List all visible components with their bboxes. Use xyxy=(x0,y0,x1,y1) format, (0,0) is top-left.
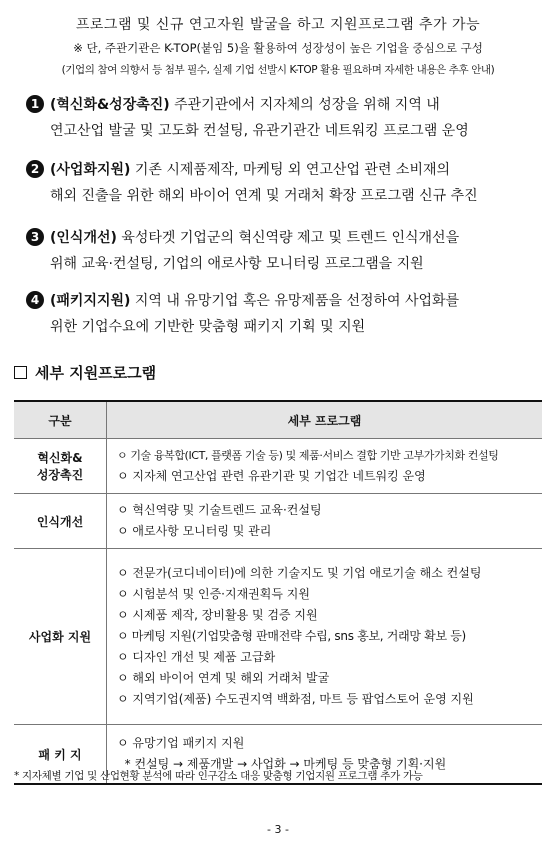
section-title xyxy=(14,362,156,383)
item-text: 육성타겟 기업군의 혁신역량 제고 및 트렌드 인식개선을 xyxy=(116,230,460,246)
table-category: 인식개선 xyxy=(14,494,107,549)
table-header-category: 구분 xyxy=(14,401,107,439)
intro-text: 프로그램 및 신규 연고자원 발굴을 하고 지원프로그램 추가 가능 xyxy=(75,17,481,33)
footnote: * 지자체별 기업 및 산업현황 분석에 따라 인구감소 대응 맞춤형 기업지원 프로그램 추가 가능 xyxy=(14,770,423,782)
intro-subnote: (기업의 참여 의향서 등 첨부 필수, 실제 기업 선발시 K-TOP 활용 필요하며 자세한 내용은 추후 안내) xyxy=(61,64,495,76)
program-line: ㅇ 시험분석 및 인증·지재권획득 지원 xyxy=(117,587,310,601)
program-line: ㅇ 시제품 제작, 장비활용 및 검증 지원 xyxy=(117,608,318,622)
table-header-program: 세부 프로그램 xyxy=(107,401,543,439)
number-3-icon: 3 xyxy=(26,228,44,246)
program-line: * 컨설팅 → 제품개발 → 사업화 → 마케팅 등 맞춤형 기획·지원 xyxy=(117,757,447,771)
number-2-icon: 2 xyxy=(26,160,44,178)
square-bullet-icon xyxy=(14,366,27,379)
table-category: 패 키 지 xyxy=(14,725,107,785)
program-item-1 xyxy=(26,92,542,144)
program-line: ㅇ 혁신역량 및 기술트렌드 교육·컨설팅 xyxy=(117,503,322,517)
program-item-3 xyxy=(26,225,542,277)
page-number: - 3 - xyxy=(267,823,289,836)
program-line: ㅇ 디자인 개선 및 제품 고급화 xyxy=(117,650,276,664)
table-category: 혁신화& 성장촉진 xyxy=(14,439,107,494)
number-1-icon: 1 xyxy=(26,95,44,113)
program-item-4 xyxy=(26,288,542,340)
item-heading: (패키지지원) xyxy=(50,293,131,309)
program-table xyxy=(14,400,542,785)
item-text-cont: 위해 교육·컨설팅, 기업의 애로사항 모니터링 프로그램을 지원 xyxy=(50,256,424,272)
program-line: ㅇ 마케팅 지원(기업맞춤형 판매전략 수립, sns 홍보, 거래망 확보 등) xyxy=(117,629,466,643)
item-heading: (인식개선) xyxy=(50,230,117,246)
table-programs xyxy=(107,549,543,725)
item-text-cont: 위한 기업수요에 기반한 맞춤형 패키지 기획 및 지원 xyxy=(50,319,366,335)
program-line: ㅇ 애로사항 모니터링 및 관리 xyxy=(117,524,272,538)
item-text-cont: 연고산업 발굴 및 고도화 컨설팅, 유관기관간 네트워킹 프로그램 운영 xyxy=(50,123,469,139)
item-text: 주관기관에서 지자체의 성장을 위해 지역 내 xyxy=(169,97,440,113)
program-line: ㅇ 지역기업(제품) 수도권지역 백화점, 마트 등 팝업스토어 운영 지원 xyxy=(117,692,474,706)
program-item-2 xyxy=(26,157,542,209)
program-line: ㅇ 기술 융복합(ICT, 플랫폼 기술 등) 및 제품·서비스 결합 기반 고부가가치화 컨설팅 xyxy=(117,449,499,462)
table-row xyxy=(14,439,542,494)
number-4-icon: 4 xyxy=(26,291,44,309)
program-line: ㅇ 전문가(코디네이터)에 의한 기술지도 및 기업 애로기술 해소 컨설팅 xyxy=(117,566,482,580)
section-title-text: 세부 지원프로그램 xyxy=(35,364,157,382)
table-row xyxy=(14,494,542,549)
program-line: ㅇ 유망기업 패키지 지원 xyxy=(117,736,245,750)
item-text: 기존 시제품제작, 마케팅 외 연고산업 관련 소비재의 xyxy=(130,162,451,178)
item-text: 지역 내 유망기업 혹은 유망제품을 선정하여 사업화를 xyxy=(130,293,460,309)
table-row xyxy=(14,549,542,725)
table-header-row xyxy=(14,401,542,439)
program-line: ㅇ 지자체 연고산업 관련 유관기관 및 기업간 네트워킹 운영 xyxy=(117,469,426,483)
table-category: 사업화 지원 xyxy=(14,549,107,725)
program-line: ㅇ 해외 바이어 연계 및 해외 거래처 발굴 xyxy=(117,671,330,685)
table-programs xyxy=(107,494,543,549)
intro-note: ※ 단, 주관기관은 K-TOP(붙임 5)을 활용하여 성장성이 높은 기업을 중심으로 구성 xyxy=(73,41,483,55)
table-programs xyxy=(107,439,543,494)
item-text-cont: 해외 진출을 위한 해외 바이어 연계 및 거래처 확장 프로그램 신규 추진 xyxy=(50,188,478,204)
item-heading: (사업화지원) xyxy=(50,162,131,178)
item-heading: (혁신화&성장촉진) xyxy=(50,97,170,113)
